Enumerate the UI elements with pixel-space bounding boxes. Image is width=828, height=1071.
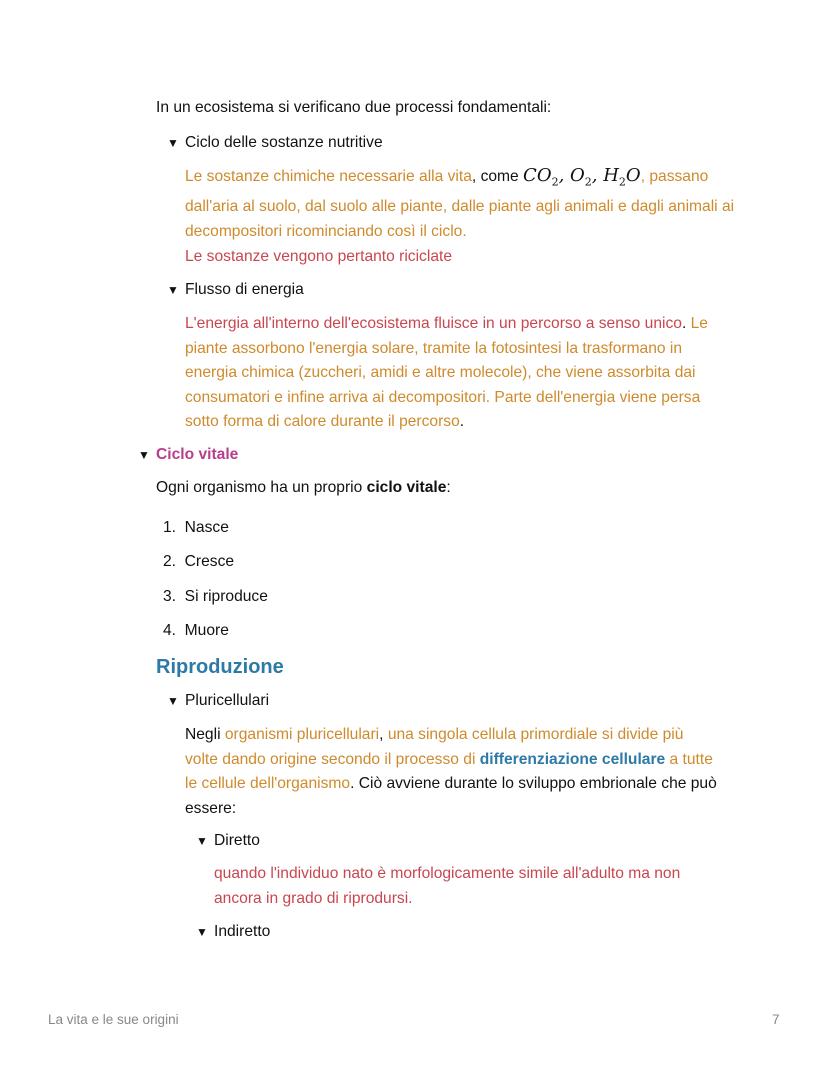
details-nutrienti[interactable] (167, 134, 383, 152)
list-item: 3. Si riproduce (163, 587, 268, 605)
pluricellulari-paragraph: Negli organismi pluricellulari, una singola cellula primordiale si divide più volte dando origine secondo il processo di differenziazione cellulare a tutte le cellule dell'organismo. Ciò avviene durante lo sviluppo embrionale che può essere: (185, 726, 717, 817)
section-heading: Riproduzione (156, 656, 284, 678)
list-item: 2. Cresce (163, 553, 235, 571)
details-pluricellulari[interactable]: ▼ Pluricellulari (167, 692, 270, 709)
diretto-text: quando l'individuo nato è morfologicamente simile all'adulto ma non ancora in grado di riprodursi. (214, 865, 681, 907)
triangle-down-icon: ▼ (167, 694, 179, 708)
footer-title: La vita e le sue origini (48, 1012, 179, 1027)
triangle-down-icon: ▼ (138, 448, 150, 462)
details-diretto[interactable]: ▼ Diretto (196, 832, 260, 849)
list-item: 4. Muore (163, 621, 229, 639)
nutrienti-paragraph: Le sostanze chimiche necessarie alla vita, come $CO_2$, $O_2$, $H_2O$, passano dall'aria al suolo, dal suolo alle piante, dalle piante agli animali e dagli animali ai decompositori ricominciando così il ciclo. (185, 165, 735, 240)
energia-paragraph: L'energia all'interno dell'ecosistema fluisce in un percorso a senso unico. Le piante assorbono l'energia solare, tramite la fotosintesi la trasformano in energia chimica (zuccheri, amidi e altre molecole), che viene assorbita dai consumatori e infine arriva ai decompositori. Parte dell'energia viene persa sotto forma di calore durante il percorso. (185, 315, 708, 431)
details-energia[interactable]: ▼ Flusso di energia (167, 281, 304, 298)
ciclo-vitale-list (163, 511, 268, 648)
page-number: 7 (772, 1012, 780, 1027)
triangle-down-icon: ▼ (196, 925, 208, 939)
triangle-down-icon: ▼ (167, 283, 179, 297)
list-item: 1. Nasce (163, 519, 229, 536)
triangle-down-icon: ▼ (167, 136, 179, 150)
details-ciclo-vitale[interactable]: ▼ Ciclo vitale (138, 446, 239, 463)
intro-text: In un ecosistema si verificano due processi fondamentali: (156, 99, 552, 116)
nutrienti-note: Le sostanze vengono pertanto riciclate (185, 248, 452, 265)
details-indiretto[interactable]: ▼ Indiretto (196, 923, 271, 940)
summary-label: Ciclo delle sostanze nutritive (185, 134, 383, 151)
formula: $CO_2$, $O_2$, $H_2O$ (523, 165, 641, 189)
triangle-down-icon: ▼ (196, 834, 208, 848)
ciclo-vitale-intro: Ogni organismo ha un proprio ciclo vitale: (156, 479, 451, 496)
